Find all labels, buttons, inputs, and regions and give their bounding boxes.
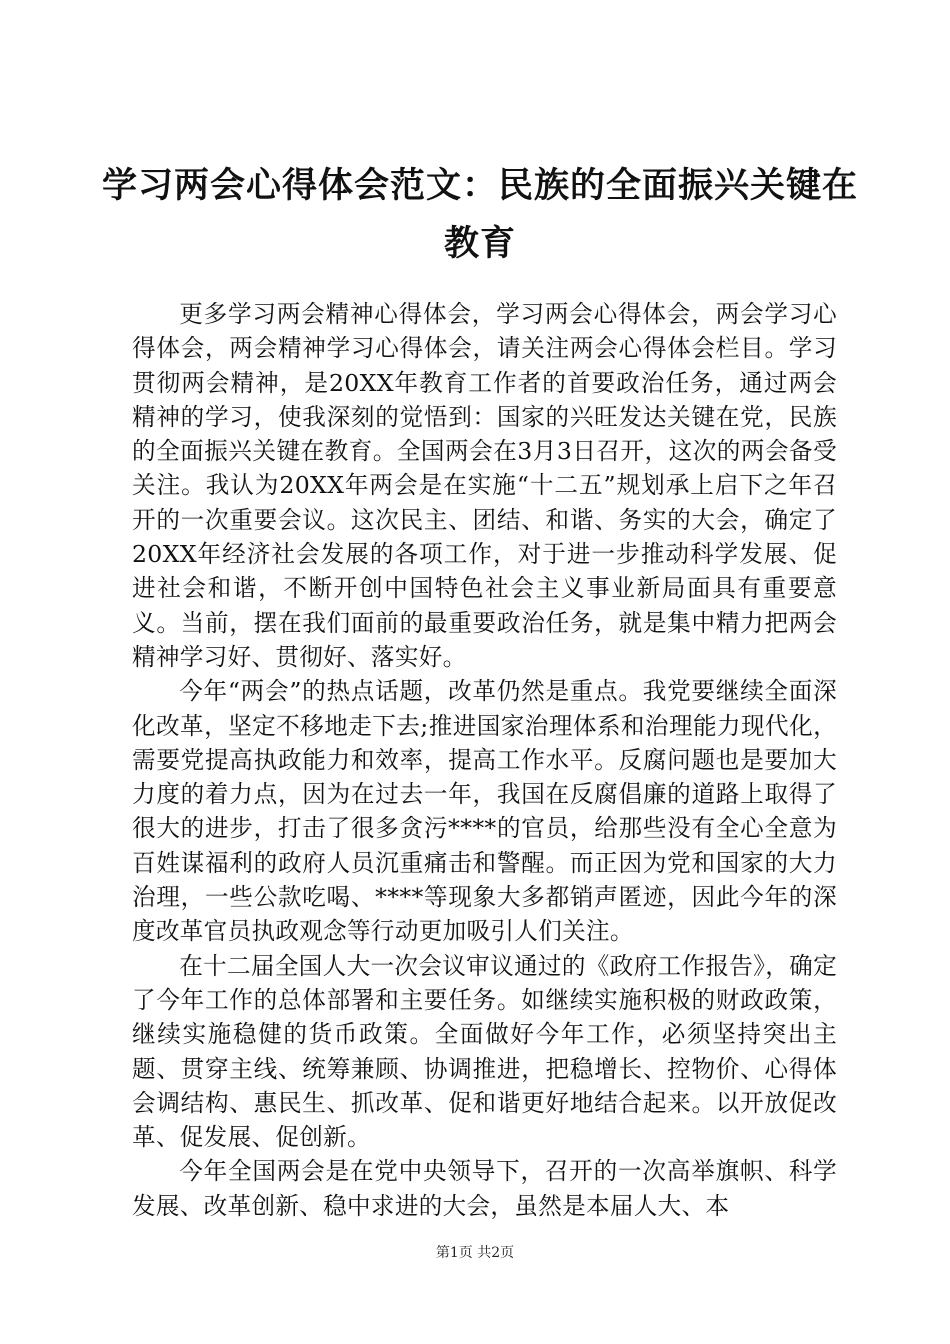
document-title: 学习两会心得体会范文：民族的全面振兴关键在教育 xyxy=(101,166,858,264)
paragraph-4: 今年全国两会是在党中央领导下，召开的一次高举旗帜、科学发展、改革创新、稳中求进的大会，虽然是本届人大、本 xyxy=(132,1157,837,1220)
paragraph-3: 在十二届全国人大一次会议审议通过的《政府工作报告》，确定了今年工作的总体部署和主要任务。如继续实施积极的财政政策，继续实施稳健的货币政策。全面做好今年工作，必须坚持突出主题、贯穿主线、统筹兼顾、协调推进，把稳增长、控物价、心得体会调结构、惠民生、抓改革、促和谐更好地结合起来。以开放促改革、促发展、促创新。 xyxy=(132,951,837,1152)
paragraph-2: 今年“两会”的热点话题，改革仍然是重点。我党要继续全面深化改革，坚定不移地走下去;推进国家治理体系和治理能力现代化，需要党提高执政能力和效率，提高工作水平。反腐问题也是要加大力度的着力点，因为在过去一年，我国在反腐倡廉的道路上取得了很大的进步，打击了很多贪污****的官员，给那些没有全心全意为百姓谋福利的政府人员沉重痛击和警醒。而正因为党和国家的大力治理，一些公款吃喝、****等现象大多都销声匿迹，因此今年的深度改革官员执政观念等行动更加吸引人们关注。 xyxy=(132,677,837,946)
page-footer xyxy=(0,1243,950,1263)
paragraph-1: 更多学习两会精神心得体会，学习两会心得体会，两会学习心得体会，两会精神学习心得体会，请关注两会心得体会栏目。学习贯彻两会精神，是20XX年教育工作者的首要政治任务，通过两会精神的学习，使我深刻的觉悟到：国家的兴旺发达关键在党，民族的全面振兴关键在教育。全国两会在3月3日召开，这次的两会备受关注。我认为20XX年两会是在实施“十二五”规划承上启下之年召开的一次重要会议。这次民主、团结、和谐、务实的大会，确定了20XX年经济社会发展的各项工作，对于进一步推动科学发展、促进社会和谐，不断开创中国特色社会主义事业新局面具有重要意义。当前，摆在我们面前的最重要政治任务，就是集中精力把两会精神学习好、贯彻好、落实好。 xyxy=(132,300,837,671)
document-body xyxy=(132,297,837,1223)
page-number: 第1页 共2页 xyxy=(435,1245,515,1261)
